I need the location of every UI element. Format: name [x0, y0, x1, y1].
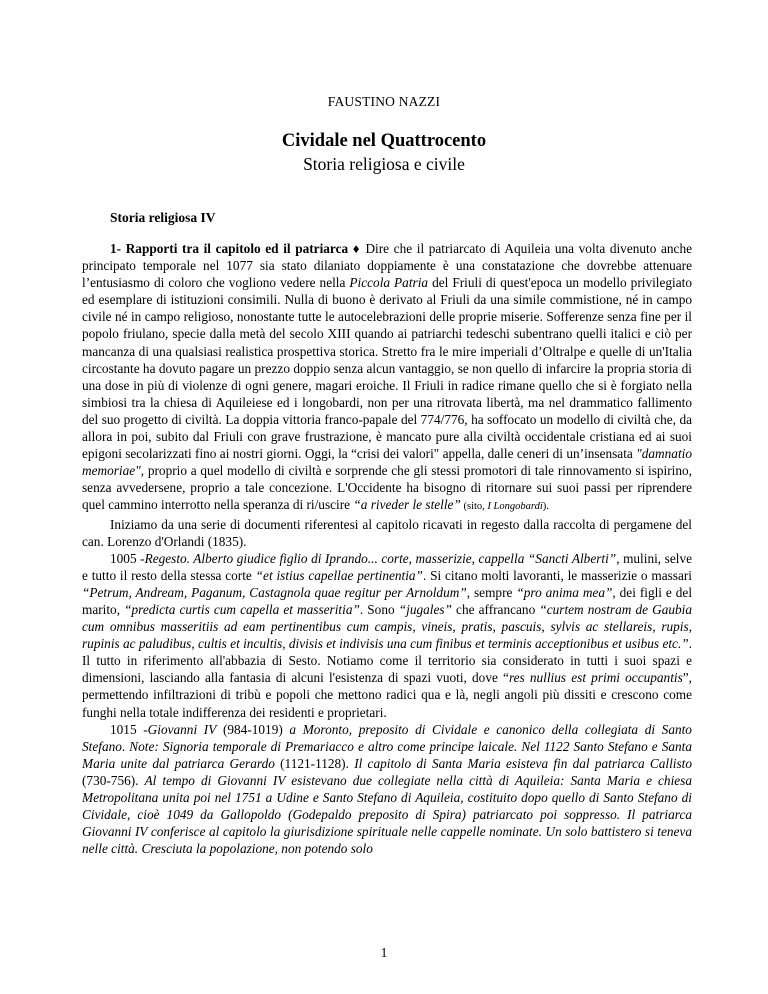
text-run: , sempre — [466, 584, 517, 600]
italic-run: Regesto. Alberto giudice figlio di Iprando... corte, masserizie, cappella — [144, 550, 528, 566]
italic-run: res nullius est primi occupantis — [508, 670, 683, 686]
text-run: . Si citano molti lavoranti, le masserizie o massari — [422, 567, 692, 583]
paragraph-3 — [82, 550, 692, 721]
italic-run: “Petrum, Andream, Paganum, Castagnola quae regitur per Arnoldum” — [82, 584, 467, 600]
italic-run: “Sancti Alberti” — [527, 550, 617, 566]
paragraph-heading: 1- Rapporti tra il capitolo ed il patriarca ♦ — [110, 241, 361, 256]
paragraph-2: Iniziamo da una serie di documenti riferentesi al capitolo ricavati in regesto dalla raccolta di pergamene del can. Lorenzo d'Orlandi (1835). — [82, 516, 692, 549]
text-run: , dei figli e del marito, — [82, 584, 693, 617]
document-subtitle: Storia religiosa e civile — [303, 154, 465, 174]
text-run: del Friuli di quest'epoca un modello privilegiato ed esemplare di istituzioni consimili. Nulla di buono è derivato al Friuli da una simile commistione, né in campo civile né in campo religioso, nonostante tutte le autocelebrazioni delle proprie miserie. Sofferenze senza fine per il popolo friulano, specie dalla metà del secolo XIII quando ai patriarchi tedeschi subentrano quelli italici e ciò per mancanza di una qualsiasi realistica prospettiva storica. Stretto fra le mire imperiali d’Oltralpe e quelle di un'Italia circostante ha dovuto pagare un prezzo doppio senza alcun vantaggio, se non quello di infarcire la propria storia di una dose in più di violenze di ogni genere, magari eroiche. Il Friuli in radice rimane quello che si è forgiato nella simbiosi tra la chiesa di Aquileiese ed i longobardi, non per una ritrovata libertà, ma nel drammatico fallimento del suo progetto di civiltà. La doppia vittoria franco-papale del 774/776, ha soffocato un modello di civiltà che, da allora in poi, subito dal Friuli con grave frustrazione, è mancato pure alla civiltà occidentale cristiana ed ai suoi epigoni secolarizzati fino ai nostri giorni. Oggi, la “crisi dei valori" appella, dalle ceneri di un’insensata — [82, 275, 692, 462]
italic-run: Note: Signoria temporale di Premariacco e altro come principe laicale. Nel 1122 Santo Stefano e Santa Maria unite dal patriarca Gerardo — [82, 738, 692, 771]
italic-run: a Moronto, preposito di Cividale e canonico della collegiata di Santo Stefano — [82, 721, 692, 754]
italic-run: “curtem nostram de Gaubia cum omnibus masseritiis ad eam pertinentibus cum campis, vineis, pratis, pascuis, sylvis ac stellareis, rupis, rupinis ac paludibus, cultis et incultis, divisis et indivisis una cum finibus et terminis acceptionibus et usibus etc.” — [82, 601, 692, 652]
reference-note — [461, 501, 549, 512]
author-name: FAUSTINO NAZZI — [327, 94, 441, 109]
body-text — [82, 240, 692, 857]
italic-run: Giovanni IV — [147, 721, 217, 737]
text-run: Dire che il patriarcato di Aquileia una volta divenuto anche principato temporale nel 1077 sia stato dilaniato doppiamente è una constatazione che dovrebbe attenuare l’entusiasmo di coloro che vogliono vedere nella — [82, 241, 692, 291]
text-run: . — [121, 738, 130, 754]
text-run: (984-1019) — [216, 721, 290, 737]
text-run: (730-756). — [82, 772, 145, 788]
italic-run: Piccola Patria — [349, 275, 429, 291]
text-run: (1121-1128). — [274, 755, 355, 771]
text-run: ). — [542, 501, 549, 513]
text-run: . Il tutto in riferimento all'abbazia di Sesto. Notiamo come il territorio sia considerato in tutti i suoi spazi e dimensioni, lasciando alla fantasia di alcuni l'esistenza di spazi vuoti, dove “ — [82, 636, 692, 686]
italic-run: Il capitolo di Santa Maria esisteva fin dal patriarca Callisto — [354, 755, 692, 771]
text-run: , mulini, selve e tutto il resto della stessa corte — [82, 550, 692, 583]
text-run: , proprio a quel modello di civiltà e sorprende che gli stessi promotori di tale rinnovamento si ispirino, senza avvedersene, proprio a tale concezione. L'Occidente ha bisogno di ritornare sui suoi passi per riprendere quel cammino interrotto nella speranza di ri/uscire — [82, 463, 692, 513]
page-number: 1 — [380, 945, 388, 960]
italic-run: “a riveder le stelle” — [353, 497, 461, 513]
text-run: ”, permettendo infiltrazioni di tribù e popoli che mettono radici qua e là, negli angoli più dissiti e crescono come funghi nella totale indifferenza dei residenti e proprietari. — [82, 670, 692, 720]
paragraph-1 — [82, 240, 692, 516]
text-run: . Sono — [359, 601, 399, 617]
year-label: 1005 - — [110, 550, 145, 566]
italic-run: “pro anima mea” — [516, 584, 613, 600]
italic-run: Al tempo di Giovanni IV esistevano due collegiate nella città di Aquileia: Santa Maria e chiesa Metropolitana unita poi nel 1751 a Udine e Santo Stefano di Aquileia, costituito dopo quello di Santo Stefano di Cividale, cioè 1049 da Gallopoldo (Godepaldo preposito di Spira) patriarcato poi soppresso. Il patriarca Giovanni IV conferisce al capitolo la giurisdizione spirituale nelle cappelle nominate. Un solo battistero si teneva nelle città. Cresciuta la popolazione, non potendo solo — [82, 772, 692, 857]
italic-run: “et istius capellae pertinentia” — [255, 567, 423, 583]
document-title: Cividale nel Quattrocento — [281, 131, 487, 151]
paragraph-4 — [82, 721, 692, 858]
text-run: (sito, — [460, 501, 488, 513]
text-run: che affrancano — [451, 601, 540, 617]
italic-run: “jugales” — [398, 601, 452, 617]
year-label: 1015 - — [110, 721, 148, 737]
italic-run: "damnatio memoriae" — [82, 446, 692, 479]
italic-run: “predicta curtis cum capella et masseritia” — [124, 601, 360, 617]
italic-run: I Longobardi — [487, 501, 543, 513]
section-heading: Storia religiosa IV — [110, 210, 216, 225]
